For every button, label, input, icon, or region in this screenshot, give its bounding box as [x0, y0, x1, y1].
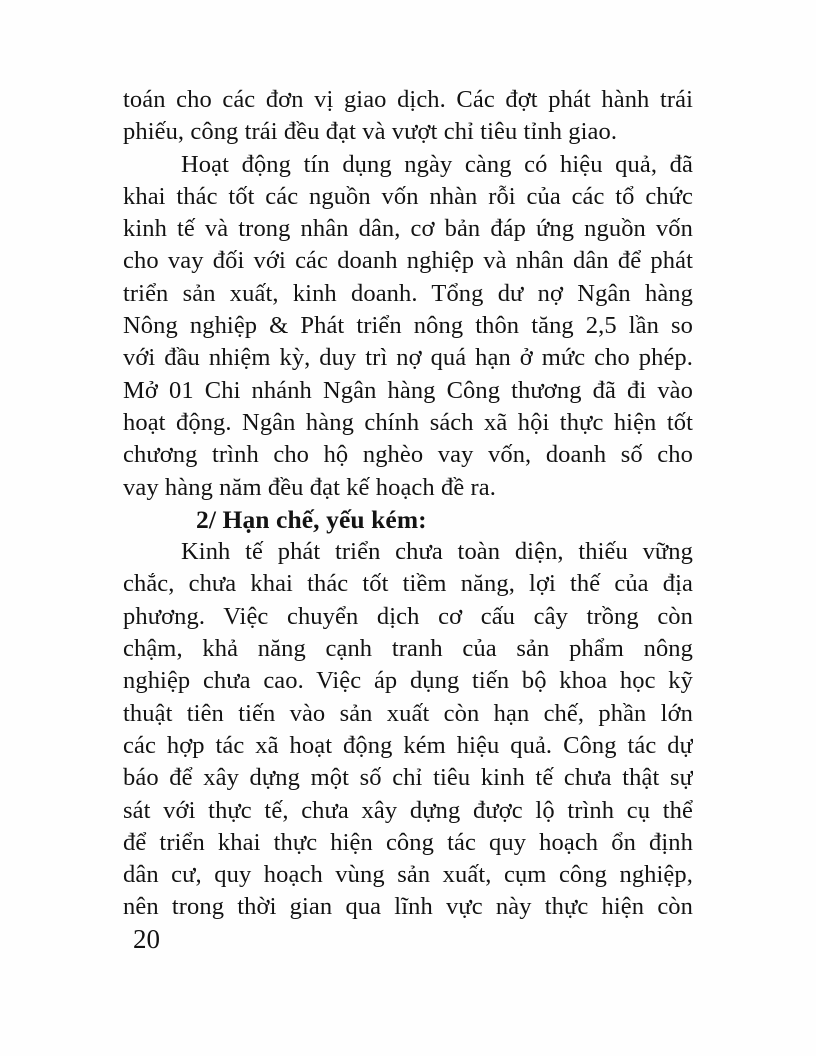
section-heading: 2/ Hạn chế, yếu kém:	[196, 504, 427, 534]
text-line: nên trong thời gian qua lĩnh vực này thực hiện còn	[123, 893, 693, 921]
text-line: Hoạt động tín dụng ngày càng có hiệu quả, đã	[181, 150, 693, 178]
text-line: chắc, chưa khai thác tốt tiềm năng, lợi thế của địa	[123, 570, 693, 598]
body-text-block	[123, 84, 693, 924]
text-line: triển sản xuất, kinh doanh. Tổng dư nợ Ngân hàng	[123, 279, 693, 307]
page-number: 20	[133, 924, 160, 954]
text-line: toán cho các đơn vị giao dịch. Các đợt phát hành trái	[123, 86, 693, 113]
text-line: chậm, khả năng cạnh tranh của sản phẩm nông	[123, 635, 693, 663]
text-line: dân cư, quy hoạch vùng sản xuất, cụm công nghiệp,	[123, 861, 693, 889]
text-line: báo để xây dựng một số chỉ tiêu kinh tế chưa thật sự	[123, 764, 693, 792]
text-line: thuật tiên tiến vào sản xuất còn hạn chế, phần lớn	[123, 699, 693, 727]
text-line: để triển khai thực hiện công tác quy hoạch ổn định	[123, 828, 693, 856]
text-line: phiếu, công trái đều đạt và vượt chỉ tiêu tỉnh giao.	[123, 118, 618, 146]
text-line: Nông nghiệp & Phát triển nông thôn tăng 2,5 lần so	[123, 312, 693, 340]
text-line: nghiệp chưa cao. Việc áp dụng tiến bộ khoa học kỹ	[123, 667, 693, 695]
text-line: cho vay đối với các doanh nghiệp và nhân dân để phát	[123, 247, 693, 275]
text-line: với đầu nhiệm kỳ, duy trì nợ quá hạn ở mức cho phép.	[123, 344, 693, 372]
text-line: khai thác tốt các nguồn vốn nhàn rỗi của các tổ chức	[123, 182, 693, 210]
text-line: chương trình cho hộ nghèo vay vốn, doanh số cho	[123, 441, 693, 469]
text-line: phương. Việc chuyển dịch cơ cấu cây trồng còn	[123, 602, 693, 630]
text-line: hoạt động. Ngân hàng chính sách xã hội thực hiện tốt	[123, 408, 693, 436]
text-line: Mở 01 Chi nhánh Ngân hàng Công thương đã đi vào	[123, 376, 693, 404]
text-line: Kinh tế phát triển chưa toàn diện, thiếu vững	[181, 538, 693, 566]
text-line: kinh tế và trong nhân dân, cơ bản đáp ứng nguồn vốn	[123, 215, 693, 243]
text-line: vay hàng năm đều đạt kế hoạch đề ra.	[123, 473, 496, 501]
text-line: sát với thực tế, chưa xây dựng được lộ trình cụ thể	[123, 796, 693, 824]
text-line: các hợp tác xã hoạt động kém hiệu quả. Công tác dự	[123, 731, 693, 759]
